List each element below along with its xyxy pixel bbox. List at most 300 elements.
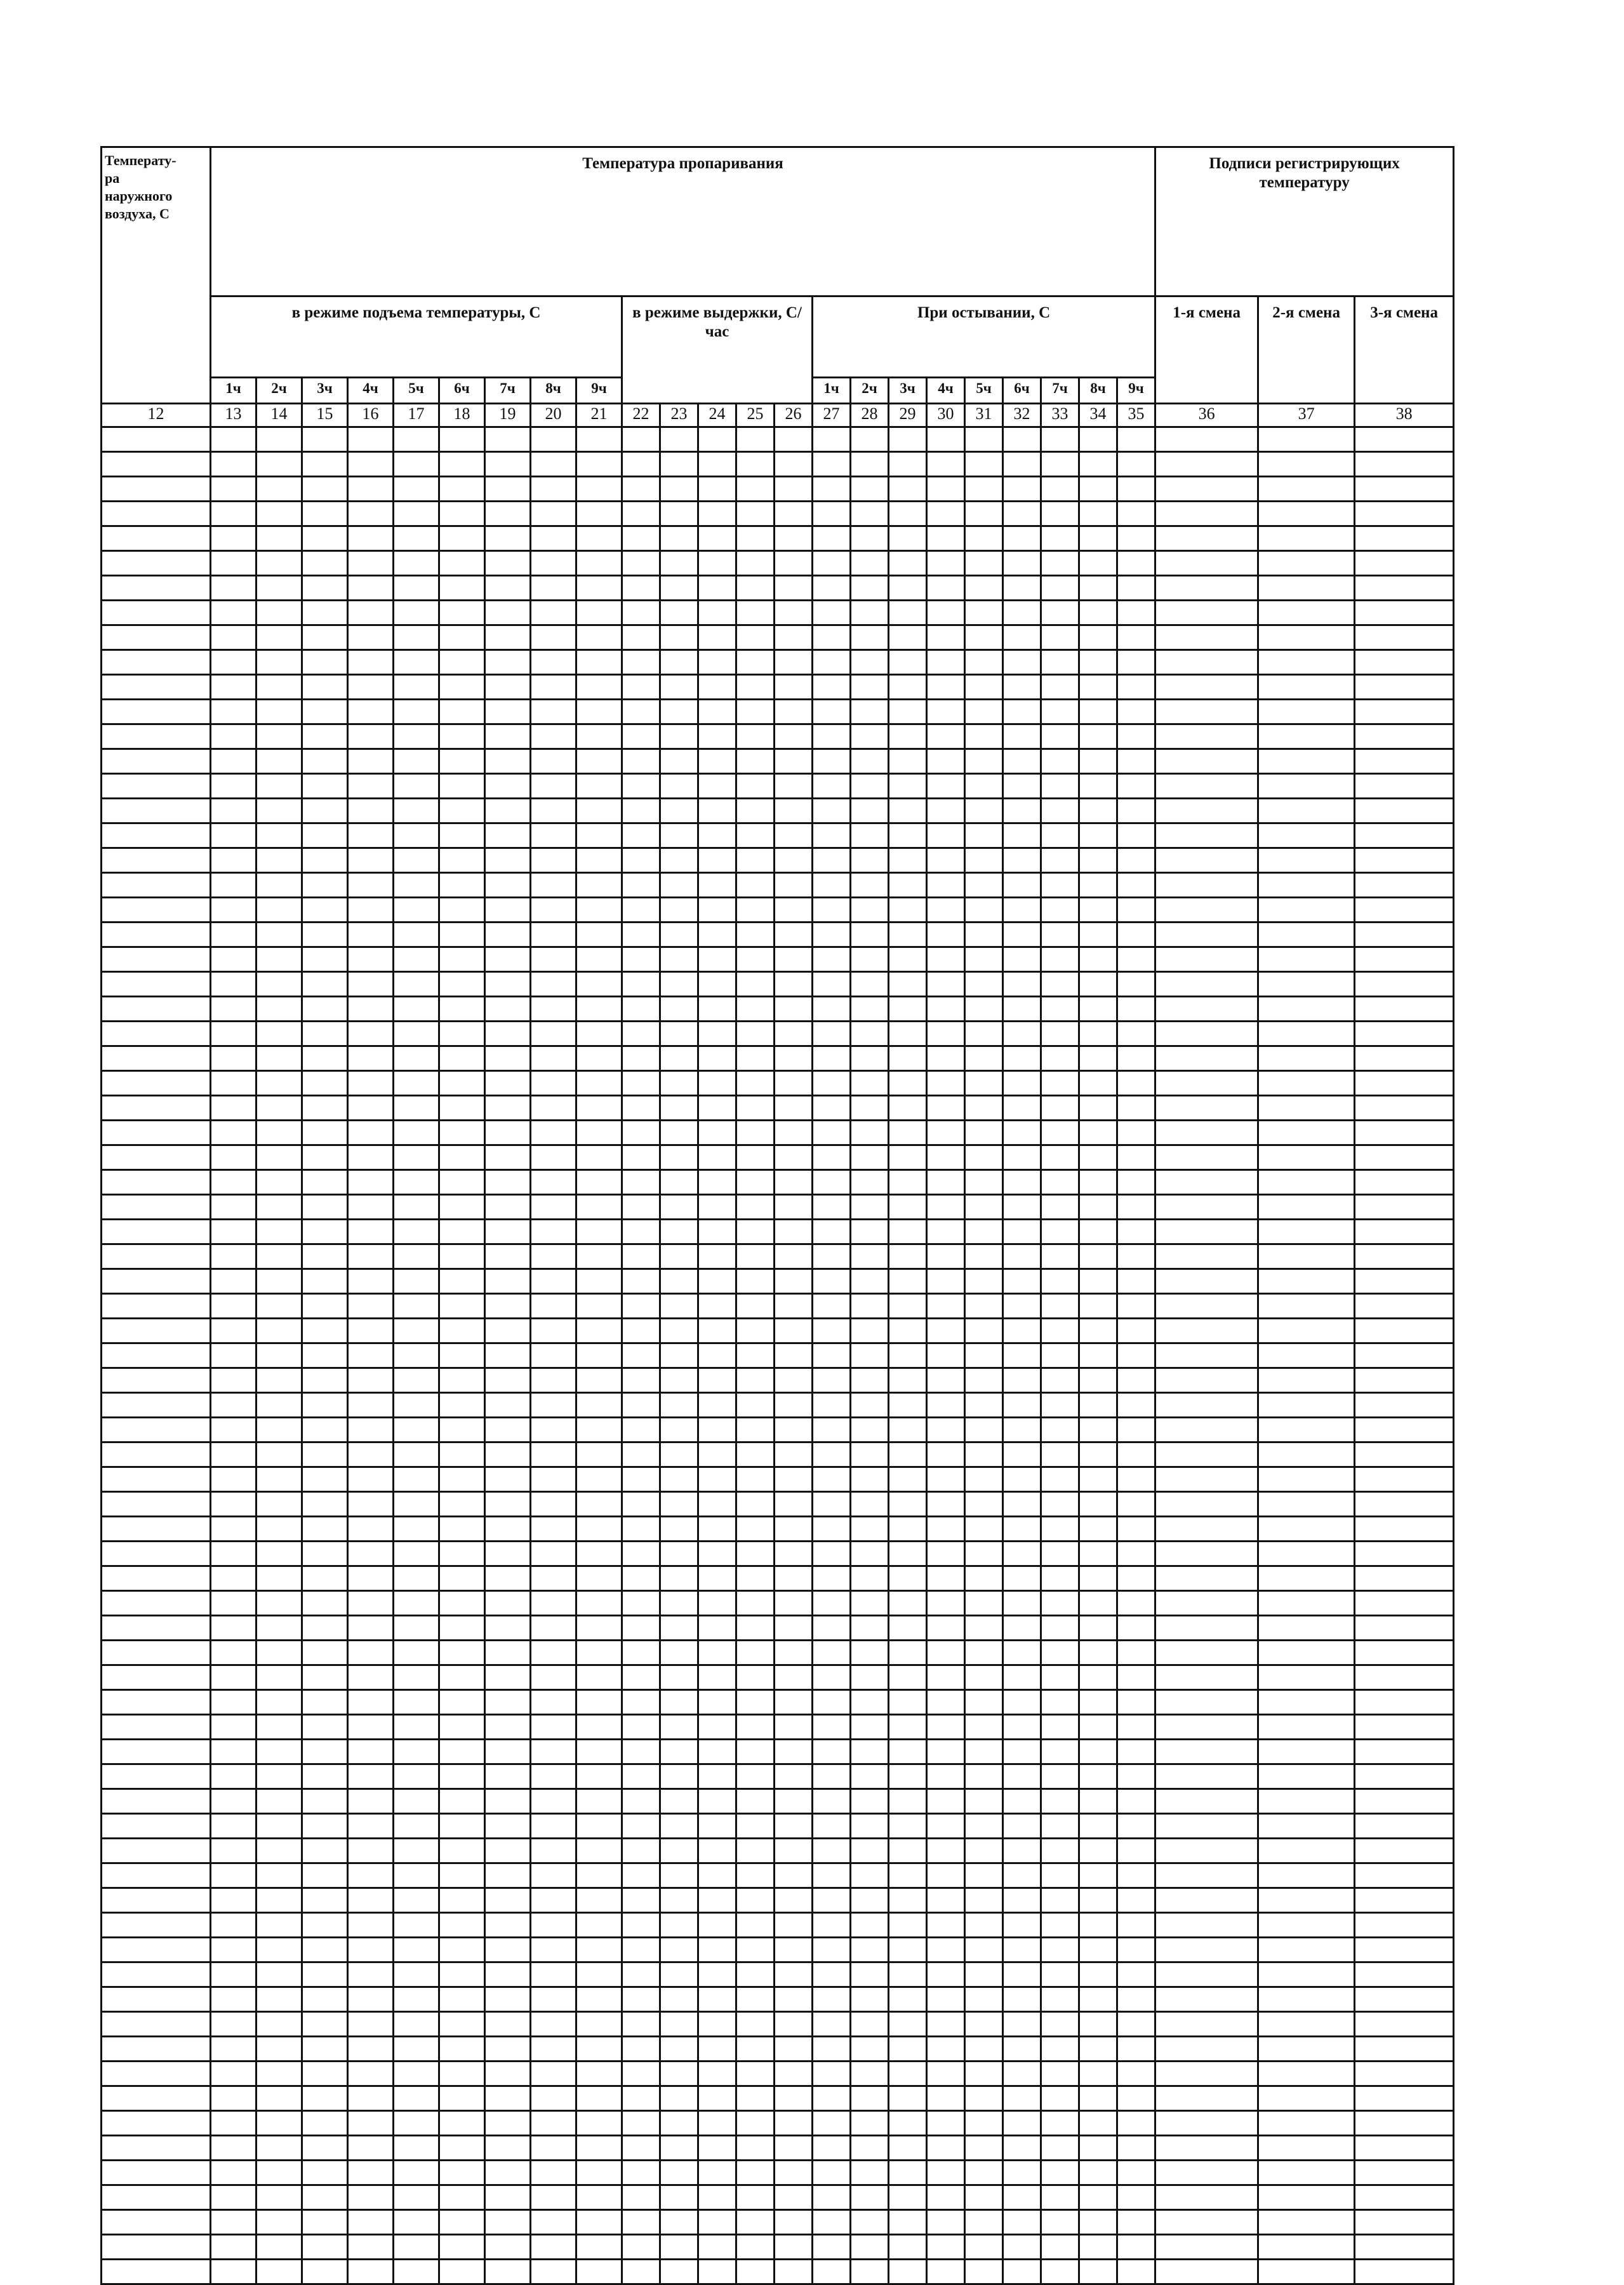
entry-cell[interactable] [394, 1393, 439, 1418]
entry-cell[interactable] [660, 1393, 698, 1418]
entry-cell[interactable] [1355, 749, 1454, 774]
entry-cell[interactable] [775, 2161, 813, 2185]
entry-cell[interactable] [1355, 1888, 1454, 1913]
entry-cell[interactable] [1155, 452, 1258, 477]
entry-cell[interactable] [1258, 2161, 1355, 2185]
entry-cell[interactable] [1041, 1814, 1079, 1839]
entry-cell[interactable] [1079, 1368, 1117, 1393]
entry-cell[interactable] [698, 873, 736, 898]
entry-cell[interactable] [102, 1987, 211, 2012]
entry-cell[interactable] [256, 452, 302, 477]
entry-cell[interactable] [1155, 1418, 1258, 1442]
entry-cell[interactable] [1041, 625, 1079, 650]
entry-cell[interactable] [1041, 1665, 1079, 1690]
entry-cell[interactable] [348, 799, 394, 823]
entry-cell[interactable] [813, 1764, 851, 1789]
entry-cell[interactable] [576, 675, 622, 700]
entry-cell[interactable] [302, 1715, 348, 1740]
entry-cell[interactable] [813, 1839, 851, 1863]
entry-cell[interactable] [965, 1863, 1003, 1888]
entry-cell[interactable] [927, 1393, 965, 1418]
entry-cell[interactable] [1003, 1467, 1041, 1492]
entry-cell[interactable] [348, 2111, 394, 2136]
entry-cell[interactable] [531, 1690, 576, 1715]
entry-cell[interactable] [775, 576, 813, 601]
entry-cell[interactable] [736, 526, 775, 551]
entry-cell[interactable] [256, 2062, 302, 2086]
entry-cell[interactable] [531, 873, 576, 898]
entry-cell[interactable] [1117, 1814, 1155, 1839]
entry-cell[interactable] [889, 2062, 927, 2086]
entry-cell[interactable] [348, 2062, 394, 2086]
entry-cell[interactable] [1003, 1913, 1041, 1938]
entry-cell[interactable] [531, 1517, 576, 1542]
entry-cell[interactable] [1355, 1987, 1454, 2012]
entry-cell[interactable] [348, 2136, 394, 2161]
entry-cell[interactable] [736, 1294, 775, 1319]
entry-cell[interactable] [576, 551, 622, 576]
entry-cell[interactable] [1117, 1022, 1155, 1046]
entry-cell[interactable] [1258, 1467, 1355, 1492]
entry-cell[interactable] [889, 452, 927, 477]
entry-cell[interactable] [102, 650, 211, 675]
entry-cell[interactable] [813, 898, 851, 923]
entry-cell[interactable] [622, 848, 660, 873]
entry-cell[interactable] [813, 452, 851, 477]
entry-cell[interactable] [622, 1418, 660, 1442]
entry-cell[interactable] [889, 2161, 927, 2185]
entry-cell[interactable] [851, 1071, 889, 1096]
entry-cell[interactable] [302, 2086, 348, 2111]
entry-cell[interactable] [965, 1764, 1003, 1789]
entry-cell[interactable] [775, 1220, 813, 1244]
entry-cell[interactable] [102, 2086, 211, 2111]
entry-cell[interactable] [485, 1170, 531, 1195]
entry-cell[interactable] [211, 1244, 256, 1269]
entry-cell[interactable] [302, 1220, 348, 1244]
entry-cell[interactable] [1079, 1071, 1117, 1096]
entry-cell[interactable] [102, 1343, 211, 1368]
entry-cell[interactable] [302, 1987, 348, 2012]
entry-cell[interactable] [1003, 1294, 1041, 1319]
entry-cell[interactable] [531, 1789, 576, 1814]
entry-cell[interactable] [775, 1418, 813, 1442]
entry-cell[interactable] [1155, 1839, 1258, 1863]
entry-cell[interactable] [102, 1665, 211, 1690]
entry-cell[interactable] [1258, 972, 1355, 997]
entry-cell[interactable] [736, 1542, 775, 1566]
entry-cell[interactable] [576, 1740, 622, 1764]
entry-cell[interactable] [965, 2260, 1003, 2284]
entry-cell[interactable] [736, 898, 775, 923]
entry-cell[interactable] [698, 848, 736, 873]
entry-cell[interactable] [813, 1195, 851, 1220]
entry-cell[interactable] [1003, 1764, 1041, 1789]
entry-cell[interactable] [1041, 724, 1079, 749]
entry-cell[interactable] [394, 1418, 439, 1442]
entry-cell[interactable] [1003, 1888, 1041, 1913]
entry-cell[interactable] [485, 898, 531, 923]
entry-cell[interactable] [851, 2111, 889, 2136]
entry-cell[interactable] [889, 1244, 927, 1269]
entry-cell[interactable] [211, 502, 256, 526]
entry-cell[interactable] [102, 1467, 211, 1492]
entry-cell[interactable] [775, 526, 813, 551]
entry-cell[interactable] [439, 625, 485, 650]
entry-cell[interactable] [576, 1888, 622, 1913]
entry-cell[interactable] [1041, 1071, 1079, 1096]
entry-cell[interactable] [348, 1145, 394, 1170]
entry-cell[interactable] [439, 923, 485, 947]
entry-cell[interactable] [1155, 1319, 1258, 1343]
entry-cell[interactable] [1355, 1962, 1454, 1987]
entry-cell[interactable] [485, 2086, 531, 2111]
entry-cell[interactable] [698, 1616, 736, 1641]
entry-cell[interactable] [927, 1938, 965, 1962]
entry-cell[interactable] [576, 1244, 622, 1269]
entry-cell[interactable] [965, 1170, 1003, 1195]
entry-cell[interactable] [851, 1467, 889, 1492]
entry-cell[interactable] [394, 2012, 439, 2037]
entry-cell[interactable] [1079, 1418, 1117, 1442]
entry-cell[interactable] [927, 1442, 965, 1467]
entry-cell[interactable] [1355, 972, 1454, 997]
entry-cell[interactable] [927, 749, 965, 774]
entry-cell[interactable] [965, 898, 1003, 923]
entry-cell[interactable] [348, 749, 394, 774]
entry-cell[interactable] [775, 972, 813, 997]
entry-cell[interactable] [302, 2161, 348, 2185]
entry-cell[interactable] [698, 2260, 736, 2284]
entry-cell[interactable] [1003, 650, 1041, 675]
entry-cell[interactable] [1117, 1641, 1155, 1665]
entry-cell[interactable] [736, 823, 775, 848]
entry-cell[interactable] [1155, 799, 1258, 823]
entry-cell[interactable] [698, 675, 736, 700]
entry-cell[interactable] [1155, 1442, 1258, 1467]
entry-cell[interactable] [1355, 625, 1454, 650]
entry-cell[interactable] [348, 1863, 394, 1888]
entry-cell[interactable] [211, 923, 256, 947]
entry-cell[interactable] [485, 1987, 531, 2012]
entry-cell[interactable] [965, 477, 1003, 502]
entry-cell[interactable] [576, 972, 622, 997]
entry-cell[interactable] [576, 2260, 622, 2284]
entry-cell[interactable] [927, 1046, 965, 1071]
entry-cell[interactable] [1155, 774, 1258, 799]
entry-cell[interactable] [211, 1294, 256, 1319]
entry-cell[interactable] [485, 1616, 531, 1641]
entry-cell[interactable] [1117, 1789, 1155, 1814]
entry-cell[interactable] [394, 2260, 439, 2284]
entry-cell[interactable] [1258, 1220, 1355, 1244]
entry-cell[interactable] [302, 700, 348, 724]
entry-cell[interactable] [660, 1294, 698, 1319]
entry-cell[interactable] [1003, 2185, 1041, 2210]
entry-cell[interactable] [256, 1888, 302, 1913]
entry-cell[interactable] [813, 1542, 851, 1566]
entry-cell[interactable] [1003, 1740, 1041, 1764]
entry-cell[interactable] [348, 1492, 394, 1517]
entry-cell[interactable] [965, 2086, 1003, 2111]
entry-cell[interactable] [348, 1591, 394, 1616]
entry-cell[interactable] [102, 2062, 211, 2086]
entry-cell[interactable] [394, 898, 439, 923]
entry-cell[interactable] [531, 2185, 576, 2210]
entry-cell[interactable] [1079, 1220, 1117, 1244]
entry-cell[interactable] [927, 625, 965, 650]
entry-cell[interactable] [394, 1368, 439, 1393]
entry-cell[interactable] [1079, 1517, 1117, 1542]
entry-cell[interactable] [1117, 1863, 1155, 1888]
entry-cell[interactable] [889, 1170, 927, 1195]
entry-cell[interactable] [965, 1368, 1003, 1393]
entry-cell[interactable] [1155, 2062, 1258, 2086]
entry-cell[interactable] [1258, 2235, 1355, 2260]
entry-cell[interactable] [1041, 1517, 1079, 1542]
entry-cell[interactable] [1003, 1269, 1041, 1294]
entry-cell[interactable] [965, 1814, 1003, 1839]
entry-cell[interactable] [1258, 1319, 1355, 1343]
entry-cell[interactable] [775, 1789, 813, 1814]
entry-cell[interactable] [485, 2111, 531, 2136]
entry-cell[interactable] [576, 2111, 622, 2136]
entry-cell[interactable] [348, 2012, 394, 2037]
entry-cell[interactable] [531, 799, 576, 823]
entry-cell[interactable] [211, 625, 256, 650]
entry-cell[interactable] [851, 923, 889, 947]
entry-cell[interactable] [813, 1269, 851, 1294]
entry-cell[interactable] [927, 1244, 965, 1269]
entry-cell[interactable] [851, 1319, 889, 1343]
entry-cell[interactable] [736, 873, 775, 898]
entry-cell[interactable] [485, 1863, 531, 1888]
entry-cell[interactable] [1258, 477, 1355, 502]
entry-cell[interactable] [965, 1121, 1003, 1145]
entry-cell[interactable] [1355, 1690, 1454, 1715]
entry-cell[interactable] [485, 1740, 531, 1764]
entry-cell[interactable] [889, 1987, 927, 2012]
entry-cell[interactable] [965, 1566, 1003, 1591]
entry-cell[interactable] [622, 1987, 660, 2012]
entry-cell[interactable] [1117, 427, 1155, 452]
entry-cell[interactable] [348, 576, 394, 601]
entry-cell[interactable] [851, 601, 889, 625]
entry-cell[interactable] [889, 1145, 927, 1170]
entry-cell[interactable] [531, 1294, 576, 1319]
entry-cell[interactable] [660, 576, 698, 601]
entry-cell[interactable] [813, 1665, 851, 1690]
entry-cell[interactable] [1079, 2161, 1117, 2185]
entry-cell[interactable] [1003, 873, 1041, 898]
entry-cell[interactable] [1117, 724, 1155, 749]
entry-cell[interactable] [211, 1418, 256, 1442]
entry-cell[interactable] [1041, 1343, 1079, 1368]
entry-cell[interactable] [531, 1071, 576, 1096]
entry-cell[interactable] [813, 1938, 851, 1962]
entry-cell[interactable] [302, 1740, 348, 1764]
entry-cell[interactable] [1041, 947, 1079, 972]
entry-cell[interactable] [1079, 997, 1117, 1022]
entry-cell[interactable] [302, 972, 348, 997]
entry-cell[interactable] [485, 1591, 531, 1616]
entry-cell[interactable] [889, 650, 927, 675]
entry-cell[interactable] [1117, 923, 1155, 947]
entry-cell[interactable] [211, 477, 256, 502]
entry-cell[interactable] [1117, 1517, 1155, 1542]
entry-cell[interactable] [1355, 997, 1454, 1022]
entry-cell[interactable] [927, 2111, 965, 2136]
entry-cell[interactable] [965, 848, 1003, 873]
entry-cell[interactable] [775, 675, 813, 700]
entry-cell[interactable] [698, 1046, 736, 1071]
entry-cell[interactable] [1041, 2161, 1079, 2185]
entry-cell[interactable] [775, 1121, 813, 1145]
entry-cell[interactable] [927, 774, 965, 799]
entry-cell[interactable] [889, 2086, 927, 2111]
entry-cell[interactable] [927, 898, 965, 923]
entry-cell[interactable] [102, 997, 211, 1022]
entry-cell[interactable] [256, 1467, 302, 1492]
entry-cell[interactable] [102, 2260, 211, 2284]
entry-cell[interactable] [1041, 650, 1079, 675]
entry-cell[interactable] [660, 1616, 698, 1641]
entry-cell[interactable] [889, 749, 927, 774]
entry-cell[interactable] [1079, 1022, 1117, 1046]
entry-cell[interactable] [813, 1913, 851, 1938]
entry-cell[interactable] [622, 2111, 660, 2136]
entry-cell[interactable] [813, 2161, 851, 2185]
entry-cell[interactable] [256, 2012, 302, 2037]
entry-cell[interactable] [348, 2037, 394, 2062]
entry-cell[interactable] [698, 502, 736, 526]
entry-cell[interactable] [531, 477, 576, 502]
entry-cell[interactable] [660, 972, 698, 997]
entry-cell[interactable] [1155, 2086, 1258, 2111]
entry-cell[interactable] [889, 2136, 927, 2161]
entry-cell[interactable] [485, 1789, 531, 1814]
entry-cell[interactable] [211, 823, 256, 848]
entry-cell[interactable] [927, 923, 965, 947]
entry-cell[interactable] [1117, 2012, 1155, 2037]
entry-cell[interactable] [927, 1220, 965, 1244]
entry-cell[interactable] [813, 700, 851, 724]
entry-cell[interactable] [439, 1071, 485, 1096]
entry-cell[interactable] [1003, 1715, 1041, 1740]
entry-cell[interactable] [927, 972, 965, 997]
entry-cell[interactable] [813, 2062, 851, 2086]
entry-cell[interactable] [439, 1442, 485, 1467]
entry-cell[interactable] [813, 1740, 851, 1764]
entry-cell[interactable] [1117, 1393, 1155, 1418]
entry-cell[interactable] [531, 972, 576, 997]
entry-cell[interactable] [851, 1220, 889, 1244]
entry-cell[interactable] [439, 1046, 485, 1071]
entry-cell[interactable] [394, 1294, 439, 1319]
entry-cell[interactable] [698, 1121, 736, 1145]
entry-cell[interactable] [736, 1987, 775, 2012]
entry-cell[interactable] [851, 1839, 889, 1863]
entry-cell[interactable] [1117, 749, 1155, 774]
entry-cell[interactable] [302, 1566, 348, 1591]
entry-cell[interactable] [439, 1195, 485, 1220]
entry-cell[interactable] [698, 1145, 736, 1170]
entry-cell[interactable] [394, 1467, 439, 1492]
entry-cell[interactable] [965, 650, 1003, 675]
entry-cell[interactable] [622, 675, 660, 700]
entry-cell[interactable] [1041, 1690, 1079, 1715]
entry-cell[interactable] [1117, 477, 1155, 502]
entry-cell[interactable] [1079, 2037, 1117, 2062]
entry-cell[interactable] [851, 823, 889, 848]
entry-cell[interactable] [439, 1839, 485, 1863]
entry-cell[interactable] [1117, 1913, 1155, 1938]
entry-cell[interactable] [965, 1022, 1003, 1046]
entry-cell[interactable] [394, 799, 439, 823]
entry-cell[interactable] [531, 1814, 576, 1839]
entry-cell[interactable] [439, 1170, 485, 1195]
entry-cell[interactable] [1041, 1467, 1079, 1492]
entry-cell[interactable] [394, 1715, 439, 1740]
entry-cell[interactable] [889, 1542, 927, 1566]
entry-cell[interactable] [211, 2111, 256, 2136]
entry-cell[interactable] [698, 1542, 736, 1566]
entry-cell[interactable] [965, 700, 1003, 724]
entry-cell[interactable] [256, 675, 302, 700]
entry-cell[interactable] [1041, 551, 1079, 576]
entry-cell[interactable] [211, 1145, 256, 1170]
entry-cell[interactable] [394, 1616, 439, 1641]
entry-cell[interactable] [102, 823, 211, 848]
entry-cell[interactable] [889, 1121, 927, 1145]
entry-cell[interactable] [1117, 799, 1155, 823]
entry-cell[interactable] [889, 1022, 927, 1046]
entry-cell[interactable] [576, 848, 622, 873]
entry-cell[interactable] [576, 1641, 622, 1665]
entry-cell[interactable] [1079, 1046, 1117, 1071]
entry-cell[interactable] [889, 1393, 927, 1418]
entry-cell[interactable] [927, 1715, 965, 1740]
entry-cell[interactable] [1079, 1244, 1117, 1269]
entry-cell[interactable] [698, 749, 736, 774]
entry-cell[interactable] [302, 1022, 348, 1046]
entry-cell[interactable] [698, 477, 736, 502]
entry-cell[interactable] [1258, 452, 1355, 477]
entry-cell[interactable] [660, 1442, 698, 1467]
entry-cell[interactable] [348, 1269, 394, 1294]
entry-cell[interactable] [698, 551, 736, 576]
entry-cell[interactable] [439, 774, 485, 799]
entry-cell[interactable] [1079, 1913, 1117, 1938]
entry-cell[interactable] [302, 2185, 348, 2210]
entry-cell[interactable] [889, 1962, 927, 1987]
entry-cell[interactable] [813, 1071, 851, 1096]
entry-cell[interactable] [102, 1368, 211, 1393]
entry-cell[interactable] [348, 1938, 394, 1962]
entry-cell[interactable] [302, 1244, 348, 1269]
entry-cell[interactable] [1041, 848, 1079, 873]
entry-cell[interactable] [889, 997, 927, 1022]
entry-cell[interactable] [889, 1938, 927, 1962]
entry-cell[interactable] [102, 625, 211, 650]
entry-cell[interactable] [531, 1195, 576, 1220]
entry-cell[interactable] [736, 1517, 775, 1542]
entry-cell[interactable] [698, 1442, 736, 1467]
entry-cell[interactable] [439, 477, 485, 502]
entry-cell[interactable] [1155, 1740, 1258, 1764]
entry-cell[interactable] [736, 1170, 775, 1195]
entry-cell[interactable] [1355, 2037, 1454, 2062]
